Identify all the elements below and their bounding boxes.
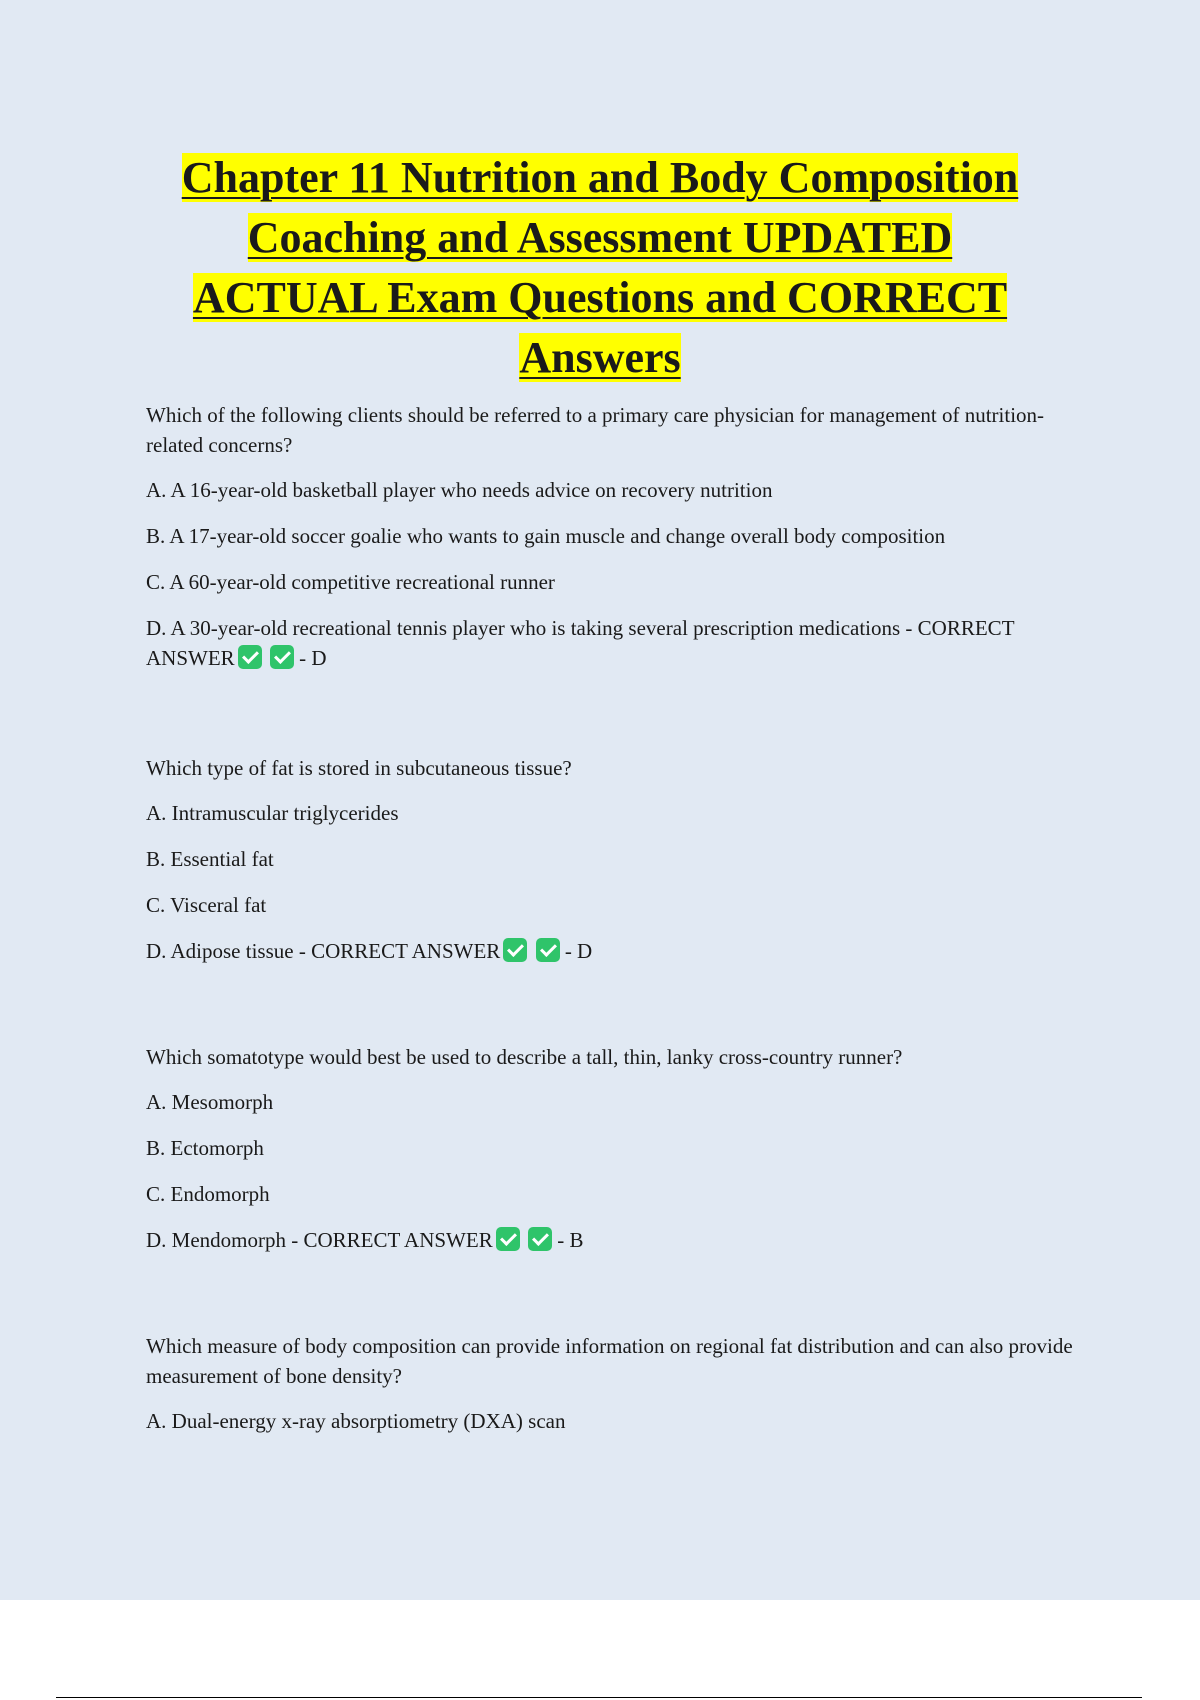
option-a: A. Dual-energy x-ray absorptiometry (DXA) scan [146, 1409, 566, 1433]
question-text: Which type of fat is stored in subcutaneous tissue? [146, 756, 572, 780]
title-line-text: Answers [519, 333, 681, 382]
option-b: B. Ectomorph [146, 1136, 264, 1160]
question-text: Which of the following clients should be referred to a primary care physician for management of nutrition-related concerns? [146, 403, 1045, 457]
document-title [100, 148, 1100, 388]
option-a: A. Intramuscular triglycerides [146, 801, 399, 825]
check-mark-icon [528, 1227, 552, 1251]
answer-letter: - B [557, 1228, 584, 1252]
check-mark-icon [536, 938, 560, 962]
option-d-text: D. Adipose tissue - CORRECT ANSWER [146, 939, 501, 963]
option-d-text: D. Mendomorph - CORRECT ANSWER [146, 1228, 493, 1252]
option-d [146, 936, 1096, 966]
title-line-text: Chapter 11 Nutrition and Body Composition [181, 153, 1019, 202]
option-a: A. Mesomorph [146, 1090, 274, 1114]
title-line [100, 148, 1100, 208]
title-line [100, 208, 1100, 268]
title-line [100, 328, 1100, 388]
check-mark-icon [270, 645, 294, 669]
option-c: C. Visceral fat [146, 893, 267, 917]
question-3 [146, 1042, 1096, 1255]
check-mark-icon [238, 645, 262, 669]
answer-letter: - D [564, 939, 593, 963]
option-d [146, 1225, 1096, 1255]
question-2 [146, 753, 1096, 966]
question-text: Which somatotype would best be used to describe a tall, thin, lanky cross-country runner? [146, 1045, 903, 1069]
question-1 [146, 400, 1096, 673]
spacer [146, 687, 1096, 753]
option-d [146, 613, 1096, 673]
title-line-text: ACTUAL Exam Questions and CORRECT [192, 273, 1008, 322]
option-d-text: D. A 30-year-old recreational tennis player who is taking several prescription medications - CORRECT ANSWER [146, 616, 1015, 670]
answer-letter: - D [299, 646, 327, 670]
option-b: B. Essential fat [146, 847, 274, 871]
option-c: C. A 60-year-old competitive recreational runner [146, 570, 555, 594]
spacer [146, 1269, 1096, 1331]
check-mark-icon [503, 938, 527, 962]
option-c: C. Endomorph [146, 1182, 270, 1206]
option-b: B. A 17-year-old soccer goalie who wants to gain muscle and change overall body composition [146, 524, 946, 548]
check-mark-icon [496, 1227, 520, 1251]
page-divider [56, 1697, 1142, 1698]
question-text: Which measure of body composition can provide information on regional fat distribution and can also provide measurement of bone density? [146, 1334, 1073, 1388]
title-line-text: Coaching and Assessment UPDATED [247, 213, 953, 262]
question-4 [146, 1331, 1096, 1436]
spacer [146, 980, 1096, 1042]
option-a: A. A 16-year-old basketball player who needs advice on recovery nutrition [146, 478, 773, 502]
title-line [100, 268, 1100, 328]
questions-list [146, 400, 1096, 1450]
